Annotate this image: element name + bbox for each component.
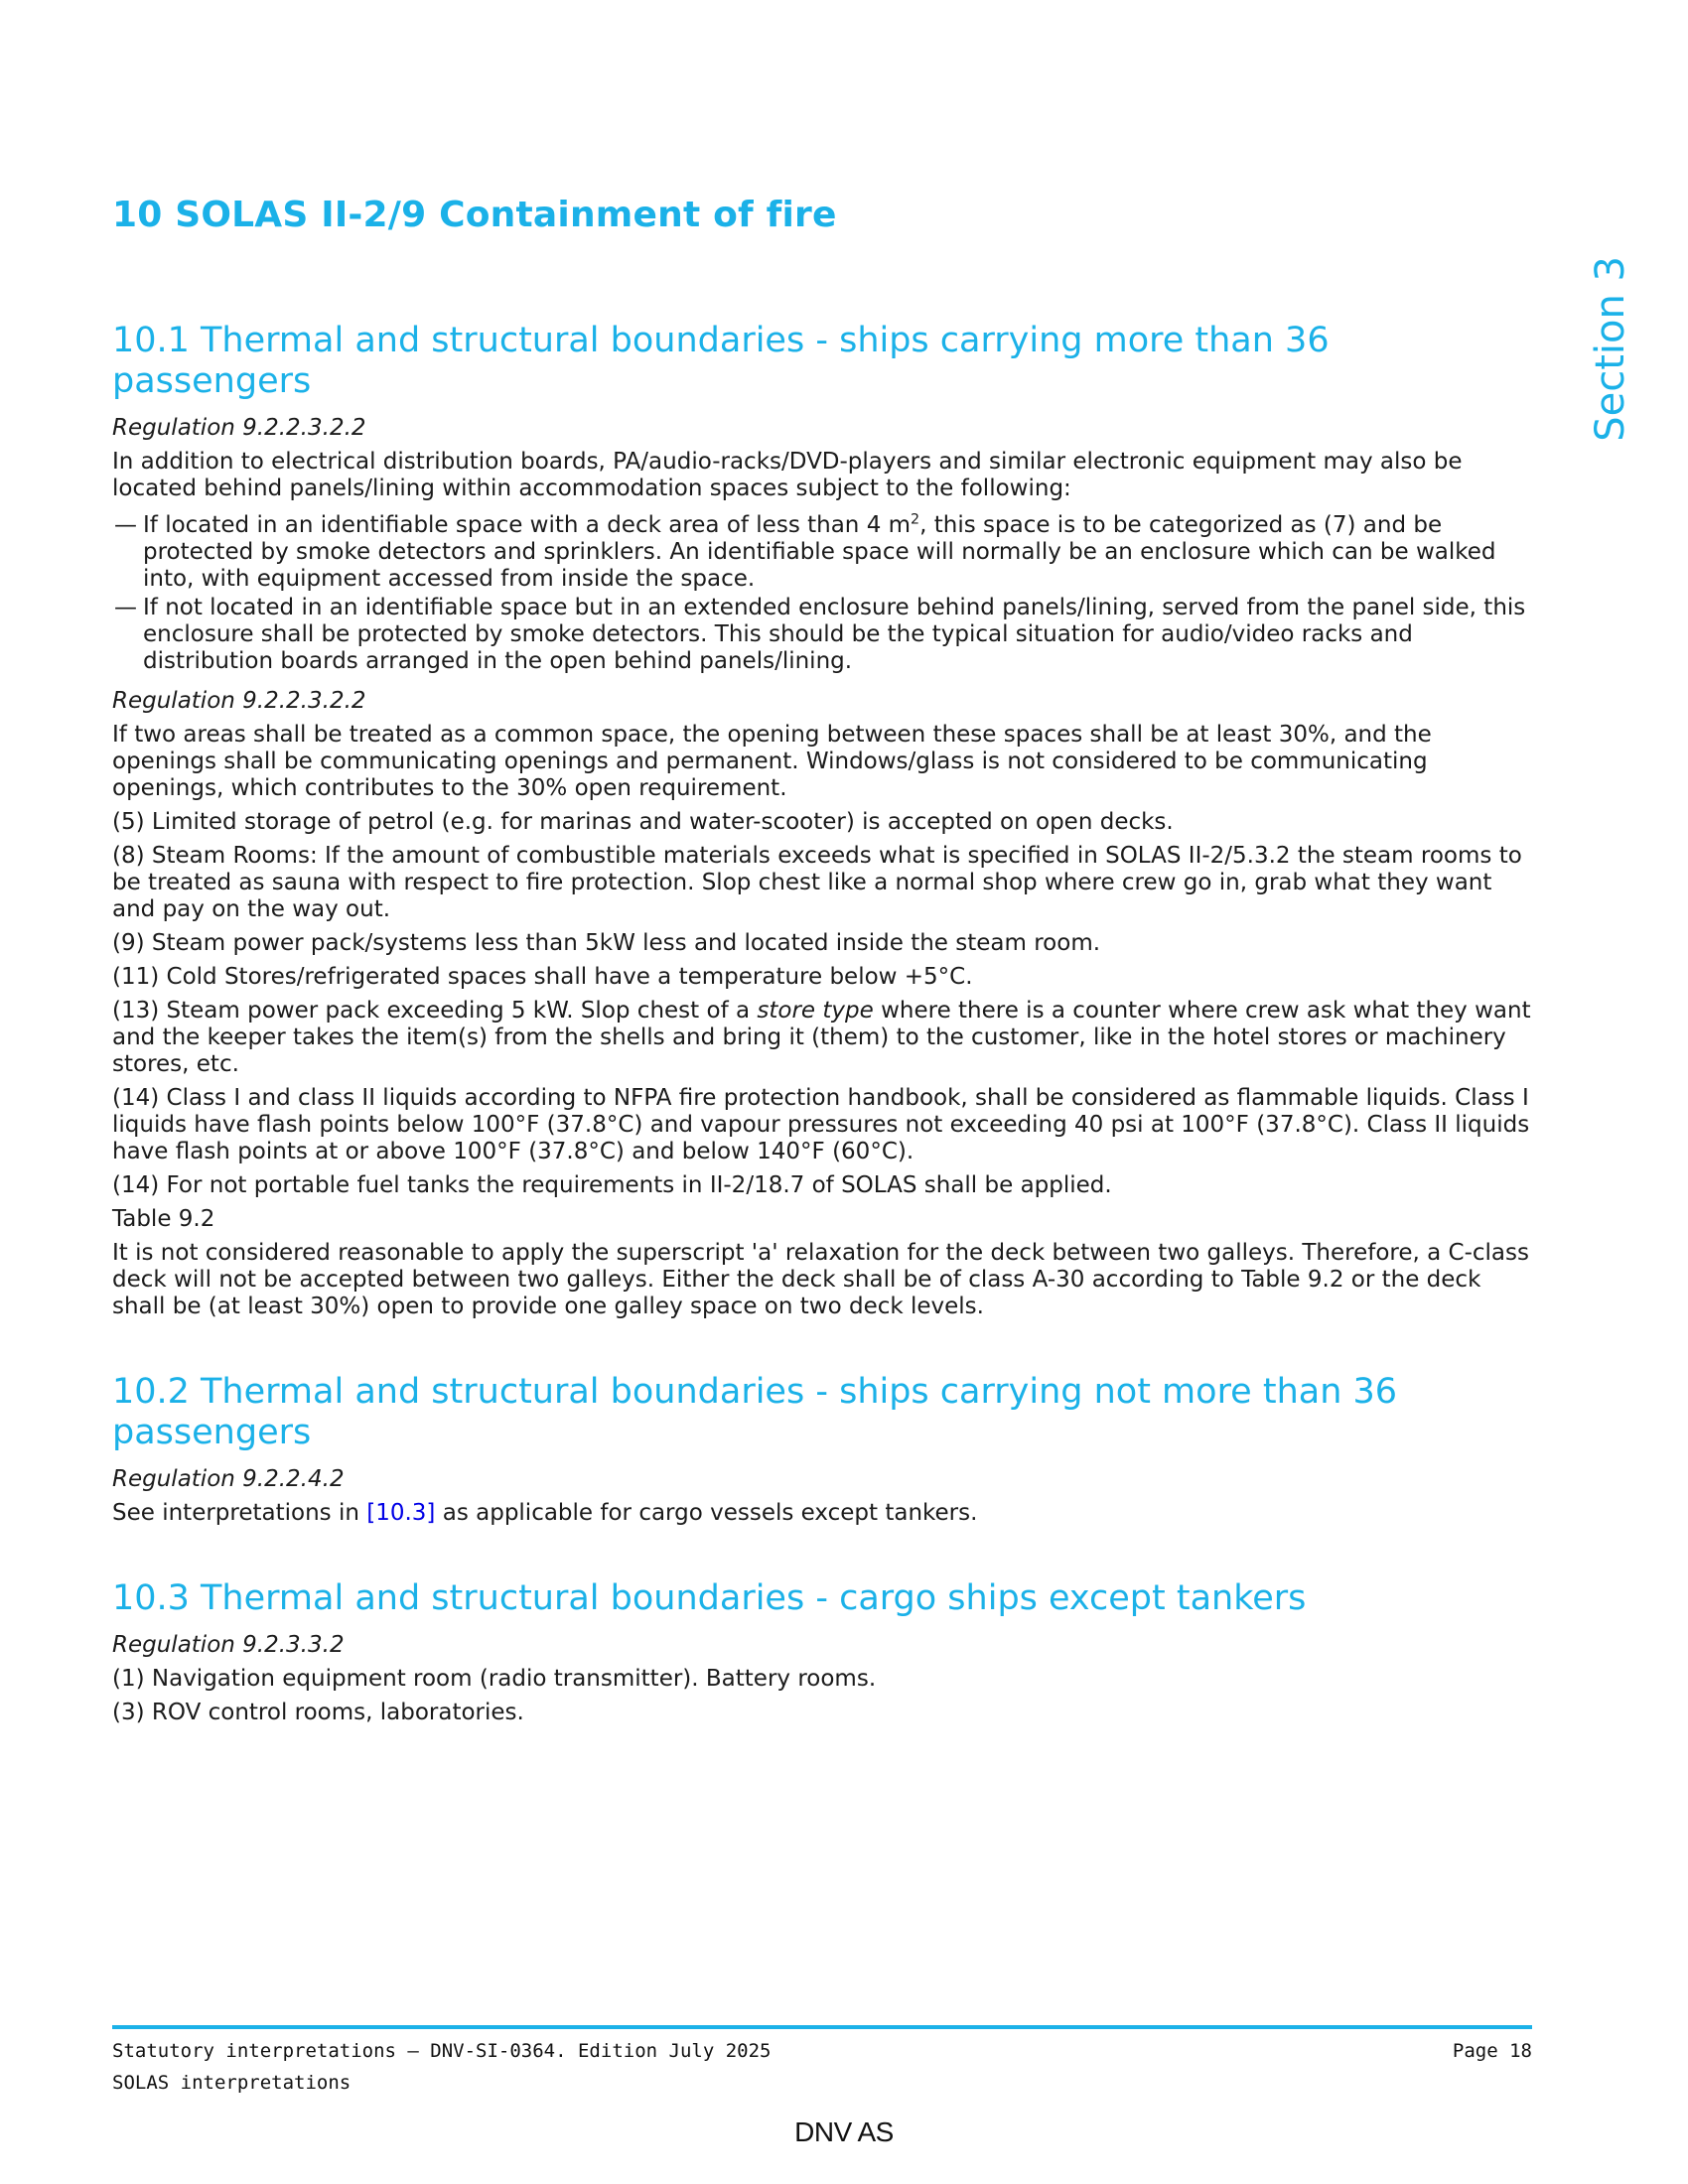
footer-doc-title: Statutory interpretations — DNV-SI-0364. Edition July 2025 <box>112 2040 772 2062</box>
paragraph <box>112 1700 1532 1726</box>
paragraph <box>112 809 1532 836</box>
text-run: (9) Steam power pack/systems less than 5kW less and located inside the steam room. <box>112 930 1101 956</box>
text-run: (1) Navigation equipment room (radio transmitter). Battery rooms. <box>112 1666 877 1692</box>
bullet-item <box>112 512 1532 593</box>
paragraph <box>112 1172 1532 1199</box>
dash-bullet-marker: — <box>114 595 137 620</box>
footer-company: DNV AS <box>794 2116 894 2147</box>
text-run: If not located in an identifiable space but in an extended enclosure behind panels/lining, served from the panel side, this enclosure shall be protected by smoke detectors. This should be the typical situation for audio/video racks and distribution boards arranged in the open behind panels/lining. <box>143 595 1526 674</box>
footer-doc-subtitle: SOLAS interpretations <box>112 2072 352 2094</box>
bullet-list <box>112 512 1532 675</box>
bullet-item <box>112 595 1532 675</box>
regulation-reference: Regulation 9.2.2.3.2.2 <box>112 415 366 441</box>
paragraph <box>112 1240 1532 1320</box>
text-run: (14) For not portable fuel tanks the requirements in II-2/18.7 of SOLAS shall be applied. <box>112 1172 1112 1198</box>
superscript-text: 2 <box>911 511 920 528</box>
section-title: 10 SOLAS II-2/9 Containment of fire <box>112 195 837 235</box>
subsection-title: 10.2 Thermal and structural boundaries - ships carrying not more than 36 passengers <box>112 1372 1398 1452</box>
text-run: as applicable for cargo vessels except tankers. <box>435 1500 978 1526</box>
paragraph <box>112 1206 1532 1233</box>
paragraph <box>112 1500 1532 1527</box>
text-run: (14) Class I and class II liquids according to NFPA fire protection handbook, shall be considered as flammable liquids. Class I liquids have flash points below 100°F (37.8°C) and vapour pressures not exceeding 40 psi at 100°F (37.8°C). Class II liquids have flash points at or above 100°F (37.8°C) and below 140°F (60°C). <box>112 1085 1530 1164</box>
footer-divider <box>112 2025 1532 2029</box>
text-run: If located in an identifiable space with a deck area of less than 4 m <box>143 512 912 538</box>
emphasis-text: store type <box>757 998 874 1024</box>
document-body <box>112 195 1532 1733</box>
dash-bullet-marker: — <box>114 512 137 538</box>
text-run: Table 9.2 <box>112 1206 215 1232</box>
cross-reference-link[interactable]: [10.3] <box>366 1500 436 1526</box>
page-footer <box>112 2040 1532 2104</box>
text-run: It is not considered reasonable to apply the superscript 'a' relaxation for the deck between two galleys. Therefore, a C-class deck will not be accepted between two galleys. Either the deck shall be of class A-30 according to Table 9.2 or the deck shall be (at least 30%) open to provide one galley space on two deck levels. <box>112 1240 1529 1319</box>
text-run: (8) Steam Rooms: If the amount of combustible materials exceeds what is specified in SOLAS II-2/5.3.2 the steam rooms to be treated as sauna with respect to fire protection. Slop chest like a normal shop where crew go in, grab what they want and pay on the way out. <box>112 843 1522 922</box>
section-vertical-label: Section 3 <box>1588 256 1633 442</box>
text-run: , this space is to be categorized as (7) and be protected by smoke detectors and sprinklers. An identifiable space will normally be an enclosure which can be walked into, with equipment accessed from inside the space. <box>143 512 1496 592</box>
regulation-reference: Regulation 9.2.2.4.2 <box>112 1466 345 1492</box>
paragraph <box>112 930 1532 957</box>
text-run: (5) Limited storage of petrol (e.g. for marinas and water-scooter) is accepted on open decks. <box>112 809 1174 835</box>
text-run: where there is a counter where crew ask what they want and the keeper takes the item(s) from the shells and bring it (them) to the customer, like in the hotel stores or machinery stores, etc. <box>112 998 1531 1077</box>
bullet-text <box>143 595 1525 674</box>
paragraph <box>112 722 1532 802</box>
footer-page-number: Page 18 <box>1452 2040 1532 2062</box>
text-run: (3) ROV control rooms, laboratories. <box>112 1700 524 1725</box>
paragraph <box>112 843 1532 923</box>
regulation-reference: Regulation 9.2.2.3.2.2 <box>112 688 366 714</box>
text-run: See interpretations in <box>112 1500 367 1526</box>
text-run: (11) Cold Stores/refrigerated spaces shall have a temperature below +5°C. <box>112 964 973 990</box>
text-run: (13) Steam power pack exceeding 5 kW. Slop chest of a <box>112 998 758 1024</box>
paragraph <box>112 1666 1532 1693</box>
subsection-title: 10.3 Thermal and structural boundaries - cargo ships except tankers <box>112 1578 1307 1618</box>
paragraph <box>112 1085 1532 1165</box>
text-run: In addition to electrical distribution boards, PA/audio-racks/DVD-players and similar electronic equipment may also be located behind panels/lining within accommodation spaces subject to the following: <box>112 449 1463 501</box>
bullet-text <box>143 512 1496 592</box>
paragraph <box>112 998 1532 1078</box>
regulation-reference: Regulation 9.2.3.3.2 <box>112 1632 345 1658</box>
subsection-title: 10.1 Thermal and structural boundaries - ships carrying more than 36 passengers <box>112 321 1330 401</box>
footer-left <box>112 2040 771 2104</box>
paragraph <box>112 449 1532 502</box>
paragraph <box>112 964 1532 991</box>
text-run: If two areas shall be treated as a common space, the opening between these spaces shall be at least 30%, and the openings shall be communicating openings and permanent. Windows/glass is not considered to be communicating openings, which contributes to the 30% open requirement. <box>112 722 1432 801</box>
